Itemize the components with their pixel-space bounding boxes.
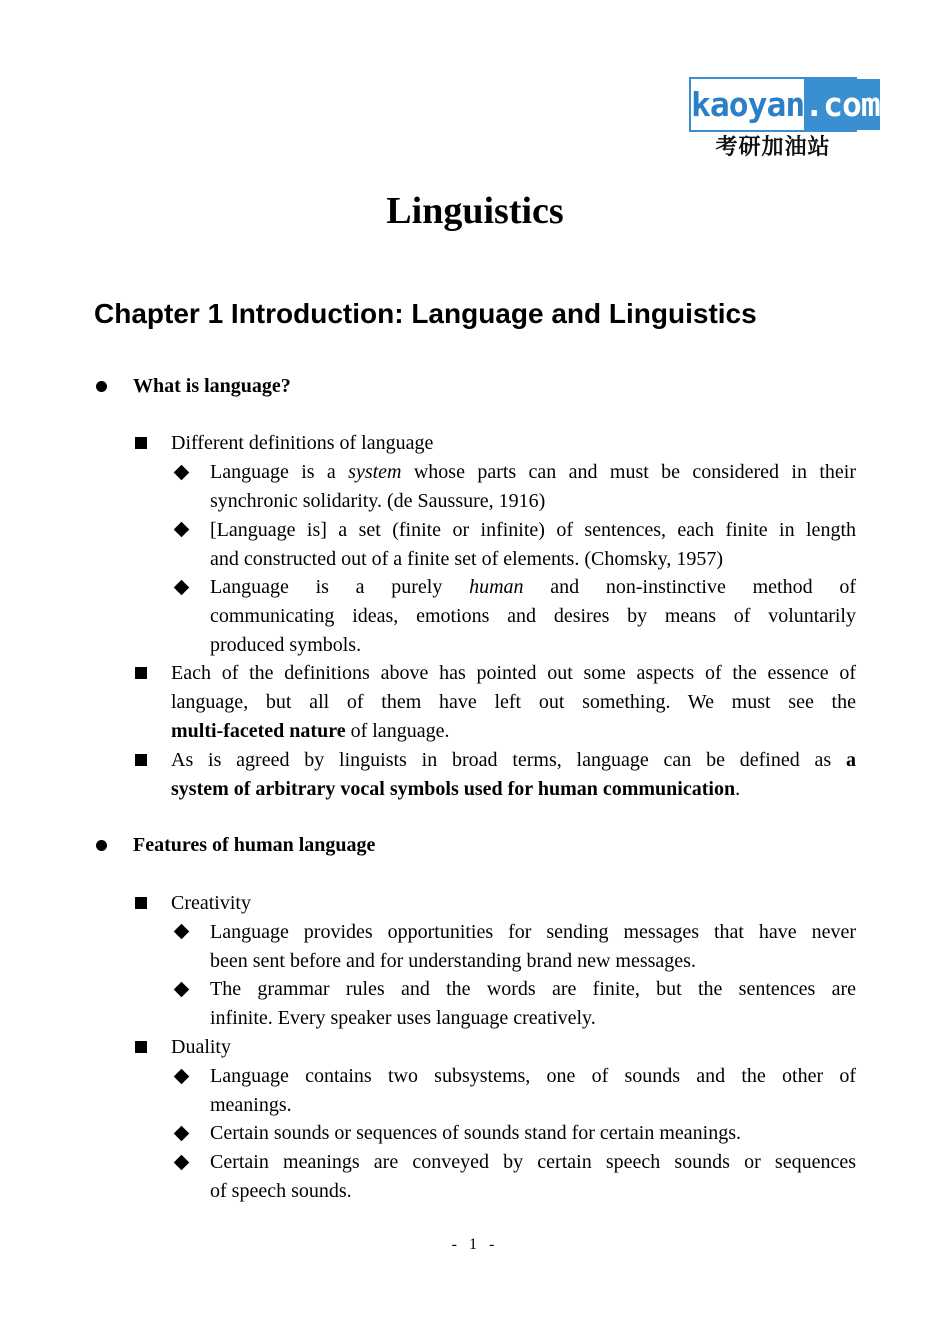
bullet-square <box>135 897 147 909</box>
bullet-diamond <box>174 580 190 596</box>
item-agreed-line2 <box>171 775 856 804</box>
bold-term: multi-faceted nature <box>171 720 346 742</box>
logo-chinese-text: 考研加油站 <box>715 135 831 160</box>
logo-right-text: .com <box>804 79 879 130</box>
bullet-dot <box>96 381 107 392</box>
bold-term: a <box>846 749 856 771</box>
text-run: . <box>735 778 741 800</box>
bullet-square <box>135 754 147 766</box>
definition-chomsky-line2: and constructed out of a finite set of elements. (Chomsky, 1957) <box>210 548 724 570</box>
item-definitions-line3 <box>171 717 856 746</box>
bullet-square <box>135 1041 147 1053</box>
text-run: of language. <box>345 720 450 742</box>
definition-chomsky-line1: [Language is] a set (finite or infinite) of sentences, each finite in length <box>210 519 856 541</box>
text-run: whose parts can and must be considered in their <box>401 461 856 483</box>
bullet-diamond <box>174 465 190 481</box>
item-duality: Duality <box>171 1036 231 1058</box>
page-number: - 1 - <box>451 1236 499 1253</box>
creativity-point2-line2: infinite. Every speaker uses language creatively. <box>210 1007 596 1029</box>
item-different-definitions: Different definitions of language <box>171 432 434 454</box>
creativity-point1-line2: been sent before and for understanding brand new messages. <box>210 950 696 972</box>
creativity-point2-line1: The grammar rules and the words are finite, but the sentences are <box>210 978 856 1000</box>
page-title: Linguistics <box>386 190 564 232</box>
duality-point2: Certain sounds or sequences of sounds stand for certain meanings. <box>210 1122 741 1144</box>
item-definitions-line1: Each of the definitions above has pointed out some aspects of the essence of <box>171 662 856 684</box>
definition-sapir-line3: produced symbols. <box>210 634 362 656</box>
bullet-dot <box>96 840 107 851</box>
logo-left-text: kaoyan <box>691 85 805 124</box>
logo-wordmark <box>689 77 880 132</box>
definition-saussure-line1 <box>210 458 856 487</box>
bullet-square <box>135 437 147 449</box>
duality-point1-line1: Language contains two subsystems, one of sounds and the other of <box>210 1065 856 1087</box>
bullet-diamond <box>174 1069 190 1085</box>
item-definitions-line2: language, but all of them have left out something. We must see the <box>171 691 856 713</box>
italic-term: system <box>348 461 402 483</box>
text-run: Language is a purely <box>210 576 470 598</box>
text-run: Language is a <box>210 461 349 483</box>
section-heading-what-is-language: What is language? <box>133 375 291 397</box>
bullet-diamond <box>174 1126 190 1142</box>
kaoyan-logo <box>689 77 880 160</box>
duality-point3-line1: Certain meanings are conveyed by certain speech sounds or sequences <box>210 1151 856 1173</box>
definition-sapir-line1 <box>210 573 856 602</box>
text-run: As is agreed by linguists in broad terms, language can be defined as <box>171 749 846 771</box>
duality-point3-line2: of speech sounds. <box>210 1180 352 1202</box>
bullet-diamond <box>174 522 190 538</box>
section-heading-features: Features of human language <box>133 834 376 856</box>
definition-sapir-line2: communicating ideas, emotions and desires by means of voluntarily <box>210 605 856 627</box>
italic-term: human <box>469 576 524 598</box>
item-creativity: Creativity <box>171 892 251 914</box>
text-run: and non-instinctive method of <box>523 576 856 598</box>
bullet-diamond <box>174 1155 190 1171</box>
definition-saussure-line2: synchronic solidarity. (de Saussure, 1916) <box>210 490 546 512</box>
creativity-point1-line1: Language provides opportunities for sending messages that have never <box>210 921 856 943</box>
item-agreed-line1 <box>171 746 856 775</box>
bullet-diamond <box>174 982 190 998</box>
duality-point1-line2: meanings. <box>210 1094 292 1116</box>
bullet-diamond <box>174 924 190 940</box>
bold-term: system of arbitrary vocal symbols used for human communication <box>171 778 736 800</box>
bullet-square <box>135 667 147 679</box>
chapter-heading: Chapter 1 Introduction: Language and Linguistics <box>94 298 757 329</box>
